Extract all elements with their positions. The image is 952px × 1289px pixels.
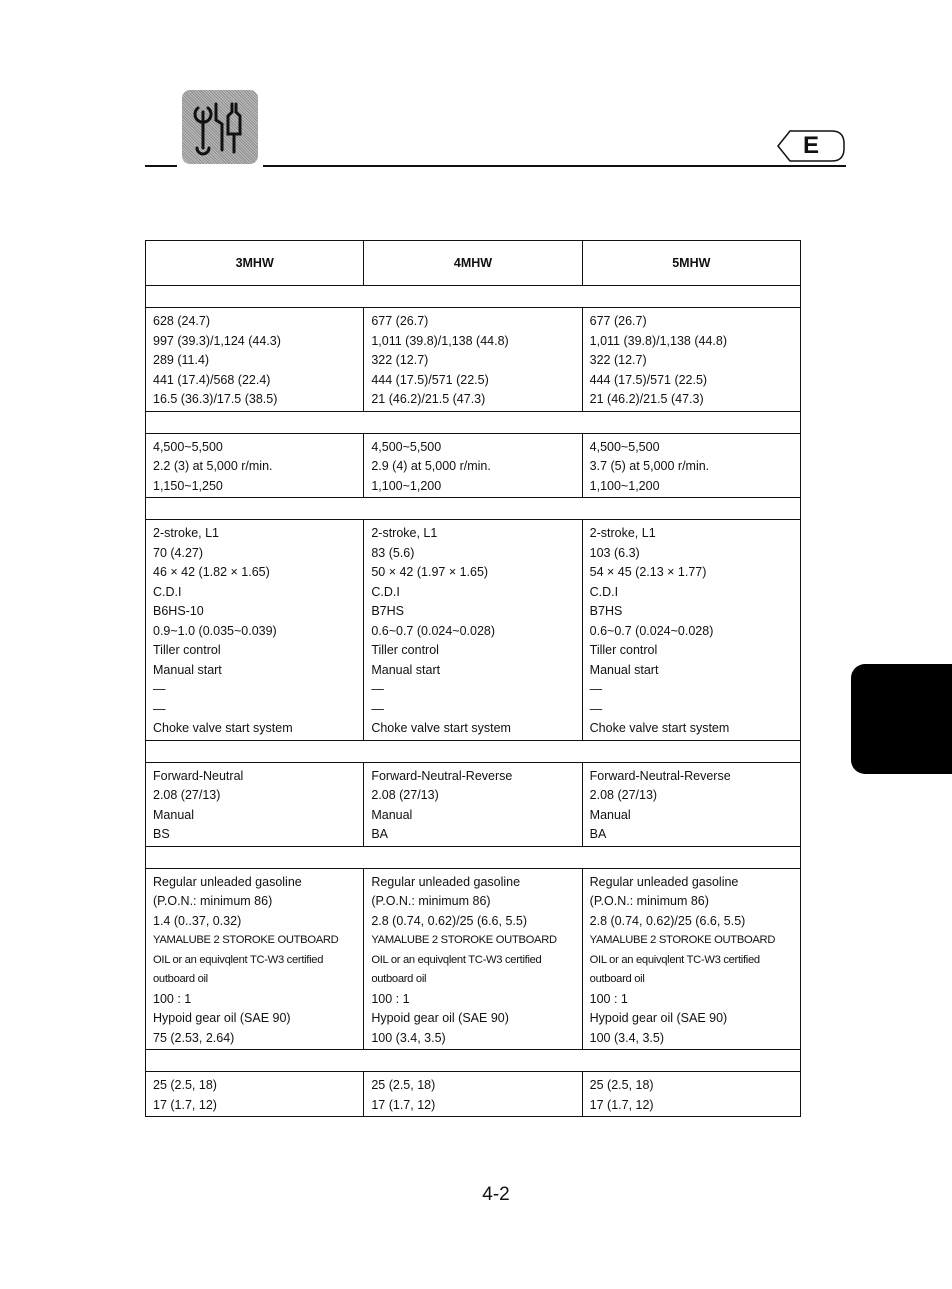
spec-value: 322 (12.7): [589, 353, 647, 367]
spec-value: B7HS: [371, 604, 404, 618]
spec-value: Manual: [153, 807, 194, 822]
spec-value: 2-stroke, L1: [589, 526, 656, 540]
spec-value: Manual: [371, 807, 413, 822]
spec-value: 21 (46.2)/21.5 (47.3): [371, 392, 486, 406]
spec-value: 100 : 1: [153, 991, 192, 1006]
spec-value: 25 (2.5, 18): [589, 1078, 654, 1092]
spec-value: 16.5 (36.3)/17.5 (38.5): [153, 392, 278, 406]
spec-value: 75 (2.53, 2.64): [153, 1030, 235, 1045]
spec-value: 103 (6.3): [589, 545, 640, 560]
spec-value: C.D.I: [371, 584, 400, 599]
spec-value: BS: [153, 827, 170, 841]
spec-value: 1,100~1,200: [589, 478, 660, 493]
spec-cell: [582, 762, 800, 846]
spec-value: 21 (46.2)/21.5 (47.3): [589, 392, 704, 406]
spec-value: —: [589, 682, 603, 696]
spec-value: 677 (26.7): [371, 314, 429, 328]
spec-cell: [364, 762, 582, 846]
spec-value: Hypoid gear oil (SAE 90): [589, 1011, 728, 1025]
spec-cell: [364, 520, 582, 741]
column-header-3mhw: 3MHW: [146, 241, 364, 286]
spec-value: B7HS: [589, 604, 623, 618]
spec-value: 4,500~5,500: [371, 439, 442, 454]
spec-value: 2.9 (4) at 5,000 r/min.: [371, 459, 491, 473]
spec-value: 83 (5.6): [371, 545, 415, 560]
column-header-4mhw: 4MHW: [364, 241, 582, 286]
spec-value: 4,500~5,500: [153, 439, 223, 454]
spec-value: 2.08 (27/13): [371, 788, 439, 802]
spec-value: 100 : 1: [589, 991, 628, 1006]
spec-cell: [582, 433, 800, 498]
spec-cell: [582, 868, 800, 1050]
group-separator: [146, 846, 801, 868]
spec-group-row: [146, 520, 801, 741]
spec-value: C.D.I: [153, 584, 182, 599]
group-separator: [146, 1050, 801, 1072]
spec-cell: [146, 1072, 364, 1117]
spec-value: outboard oil: [153, 973, 208, 985]
spec-cell: [582, 1072, 800, 1117]
spec-value: 997 (39.3)/1,124 (44.3): [153, 333, 281, 348]
table-header-row: [146, 241, 801, 286]
group-separator-cell: [146, 1050, 801, 1072]
spec-value: 628 (24.7): [153, 314, 210, 328]
spec-value: 70 (4.27): [153, 545, 204, 560]
spec-value: Forward-Neutral-Reverse: [371, 768, 513, 783]
spec-value: YAMALUBE 2 STOROKE OUTBOARD: [371, 934, 557, 946]
spec-value: 2.08 (27/13): [153, 788, 221, 802]
spec-value: 4,500~5,500: [589, 439, 660, 454]
spec-value: 25 (2.5, 18): [153, 1078, 217, 1092]
spec-value: Hypoid gear oil (SAE 90): [371, 1011, 509, 1025]
spec-value: 100 (3.4, 3.5): [371, 1030, 446, 1045]
spec-value: 2-stroke, L1: [371, 526, 438, 540]
spec-value: (P.O.N.: minimum 86): [371, 894, 491, 908]
tools-icon: [182, 90, 258, 164]
spec-cell: [364, 433, 582, 498]
spec-group-row: [146, 868, 801, 1050]
group-separator-cell: [146, 846, 801, 868]
spec-value: 17 (1.7, 12): [371, 1097, 436, 1112]
page-number: 4-2: [482, 1184, 510, 1205]
spec-value: 25 (2.5, 18): [371, 1078, 436, 1092]
spec-value: Manual start: [371, 662, 441, 677]
group-separator: [146, 286, 801, 308]
spec-value: —: [153, 701, 166, 716]
spec-group-row: [146, 433, 801, 498]
group-separator: [146, 411, 801, 433]
spec-value: 0.6~0.7 (0.024~0.028): [371, 623, 496, 638]
spec-value: 3.7 (5) at 5,000 r/min.: [589, 459, 710, 473]
spec-value: C.D.I: [589, 584, 619, 599]
spec-value: Regular unleaded gasoline: [589, 874, 739, 889]
spec-value: OIL or an equivqlent TC-W3 certified: [153, 953, 324, 966]
spec-value: 322 (12.7): [371, 353, 429, 367]
spec-value: 444 (17.5)/571 (22.5): [589, 372, 708, 387]
spec-value: 46 × 42 (1.82 × 1.65): [153, 565, 270, 579]
spec-table: [145, 240, 801, 1117]
spec-group-row: [146, 1072, 801, 1117]
spec-value: outboard oil: [371, 973, 427, 985]
spec-value: 0.9~1.0 (0.035~0.039): [153, 623, 277, 638]
spec-value: BA: [371, 827, 389, 841]
spec-group-row: [146, 762, 801, 846]
spec-value: Hypoid gear oil (SAE 90): [153, 1011, 291, 1025]
spec-value: 677 (26.7): [589, 314, 647, 328]
spec-value: (P.O.N.: minimum 86): [589, 894, 709, 908]
spec-value: —: [589, 701, 603, 716]
spec-value: 1,150~1,250: [153, 478, 223, 493]
spec-value: 54 × 45 (2.13 × 1.77): [589, 565, 707, 579]
spec-cell: [582, 520, 800, 741]
spec-value: OIL or an equivqlent TC-W3 certified: [371, 953, 542, 966]
spec-value: 2-stroke, L1: [153, 526, 220, 540]
spec-value: Tiller control: [589, 643, 658, 657]
spec-group-row: [146, 308, 801, 412]
spec-value: Tiller control: [371, 643, 439, 657]
spec-cell: [146, 308, 364, 412]
spec-cell: [146, 868, 364, 1050]
header-rule-left: [145, 165, 177, 167]
spec-value: OIL or an equivqlent TC-W3 certified: [589, 953, 760, 966]
spec-value: 1.4 (0..37, 0.32): [153, 913, 242, 928]
spec-value: (P.O.N.: minimum 86): [153, 894, 273, 908]
spec-value: 100 : 1: [371, 991, 410, 1006]
spec-cell: [146, 433, 364, 498]
spec-value: Manual start: [589, 662, 659, 677]
group-separator: [146, 498, 801, 520]
spec-value: BA: [589, 827, 607, 841]
spec-value: —: [153, 682, 166, 696]
section-tab-marker: [851, 664, 952, 774]
spec-value: Choke valve start system: [153, 721, 293, 735]
spec-cell: [582, 308, 800, 412]
spec-value: 100 (3.4, 3.5): [589, 1030, 665, 1045]
spec-value: 444 (17.5)/571 (22.5): [371, 372, 489, 387]
spec-cell: [364, 308, 582, 412]
spec-value: YAMALUBE 2 STOROKE OUTBOARD: [589, 934, 776, 946]
group-separator-cell: [146, 411, 801, 433]
spec-value: 2.8 (0.74, 0.62)/25 (6.6, 5.5): [589, 913, 746, 928]
spec-value: Regular unleaded gasoline: [153, 874, 302, 889]
spec-value: Choke valve start system: [371, 721, 511, 735]
spec-value: Tiller control: [153, 643, 221, 657]
spec-value: Forward-Neutral: [153, 768, 244, 783]
spec-value: 2.2 (3) at 5,000 r/min.: [153, 459, 273, 473]
column-header-5mhw: 5MHW: [582, 241, 800, 286]
spec-value: 50 × 42 (1.97 × 1.65): [371, 565, 489, 579]
spec-cell: [146, 520, 364, 741]
spec-value: —: [371, 701, 384, 716]
spec-value: 1,011 (39.8)/1,138 (44.8): [589, 333, 728, 348]
group-separator: [146, 740, 801, 762]
spec-value: —: [371, 682, 384, 696]
spec-value: YAMALUBE 2 STOROKE OUTBOARD: [153, 934, 339, 946]
spec-cell: [364, 868, 582, 1050]
spec-value: 1,100~1,200: [371, 478, 442, 493]
group-separator-cell: [146, 498, 801, 520]
spec-value: 1,011 (39.8)/1,138 (44.8): [371, 333, 509, 348]
spec-value: 2.08 (27/13): [589, 788, 658, 802]
spec-cell: [146, 762, 364, 846]
group-separator-cell: [146, 740, 801, 762]
spec-value: Choke valve start system: [589, 721, 730, 735]
spec-value: 441 (17.4)/568 (22.4): [153, 372, 271, 387]
header-rule-right: [263, 165, 846, 167]
spec-value: 17 (1.7, 12): [153, 1097, 217, 1112]
spec-value: 17 (1.7, 12): [589, 1097, 654, 1112]
spec-value: B6HS-10: [153, 604, 204, 618]
spec-value: Regular unleaded gasoline: [371, 874, 521, 889]
language-badge: E: [802, 132, 819, 159]
spec-value: 2.8 (0.74, 0.62)/25 (6.6, 5.5): [371, 913, 527, 928]
spec-value: Forward-Neutral-Reverse: [589, 768, 731, 783]
spec-value: Manual start: [153, 662, 222, 677]
group-separator-cell: [146, 286, 801, 308]
spec-value: 0.6~0.7 (0.024~0.028): [589, 623, 714, 638]
spec-value: outboard oil: [589, 973, 645, 985]
spec-value: Manual: [589, 807, 631, 822]
spec-cell: [364, 1072, 582, 1117]
spec-value: 289 (11.4): [153, 353, 210, 367]
